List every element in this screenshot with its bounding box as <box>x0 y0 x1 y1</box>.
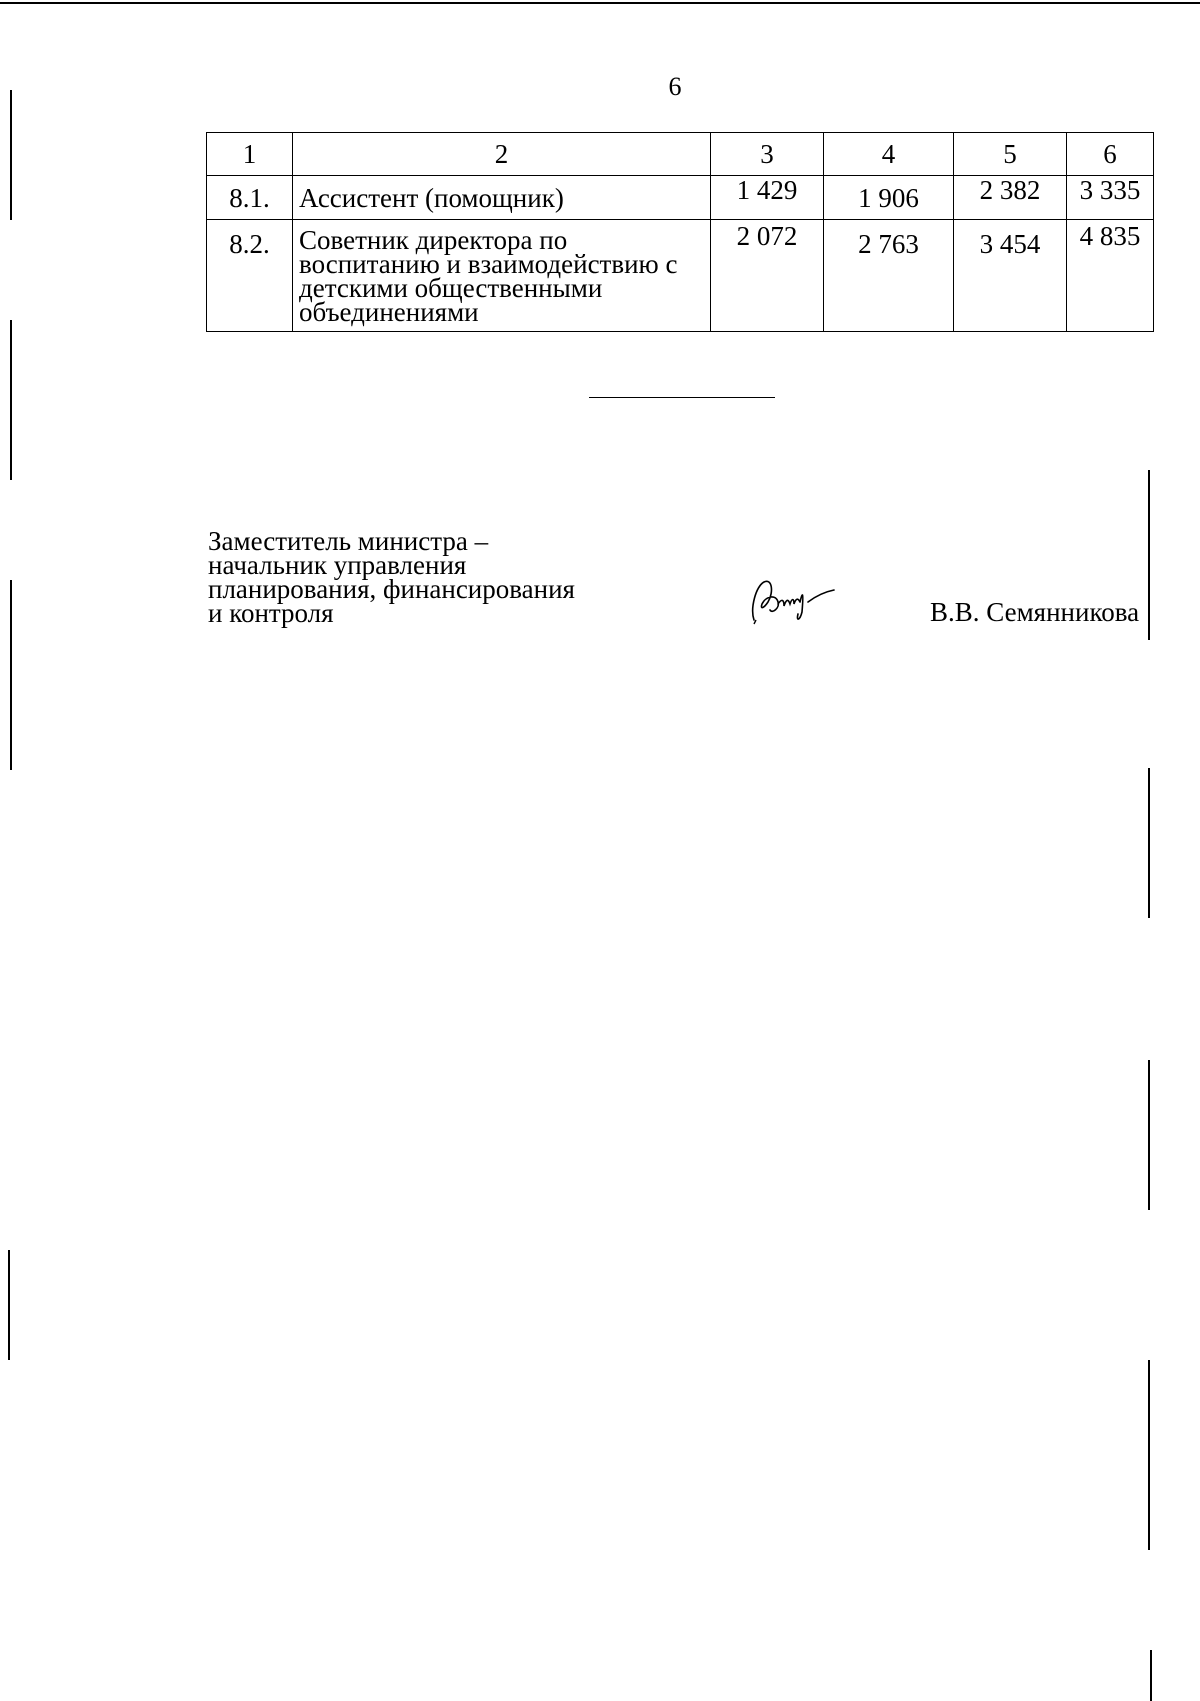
signer-position <box>208 526 628 628</box>
table-header-row <box>207 133 1154 176</box>
header-cell: 5 <box>954 133 1067 176</box>
header-cell: 3 <box>711 133 824 176</box>
scan-edge-line <box>1148 470 1150 640</box>
row-title <box>293 220 711 332</box>
header-cell: 1 <box>207 133 293 176</box>
row-value: 1 429 <box>711 176 824 220</box>
row-value: 2 072 <box>711 220 824 332</box>
handwritten-signature <box>742 568 842 628</box>
row-title-line: воспитанию и взаимодействию с <box>299 249 678 279</box>
row-title-line: Советник директора по <box>299 225 568 255</box>
section-divider <box>589 397 775 398</box>
scan-edge-line <box>10 580 12 770</box>
scan-edge-line <box>10 90 12 220</box>
row-value: 1 906 <box>824 176 954 220</box>
header-cell: 2 <box>293 133 711 176</box>
table-row <box>207 176 1154 220</box>
salary-table <box>206 132 1154 332</box>
row-number: 8.2. <box>207 220 293 332</box>
row-title: Ассистент (помощник) <box>293 176 711 220</box>
row-value: 3 454 <box>954 220 1067 332</box>
row-value: 3 335 <box>1067 176 1154 220</box>
row-title-line: объединениями <box>299 297 479 327</box>
signer-position-line: планирования, финансирования <box>208 574 575 604</box>
row-value: 2 382 <box>954 176 1067 220</box>
row-value: 4 835 <box>1067 220 1154 332</box>
table-row <box>207 220 1154 332</box>
row-number: 8.1. <box>207 176 293 220</box>
scan-edge-line <box>1148 1360 1150 1550</box>
scan-edge-line <box>1150 1650 1152 1701</box>
scan-edge-line <box>10 320 12 480</box>
scan-edge-line <box>8 1250 10 1360</box>
signer-position-line: Заместитель министра – <box>208 526 489 556</box>
header-cell: 6 <box>1067 133 1154 176</box>
scan-edge-line <box>1148 1060 1150 1210</box>
scan-edge-line <box>0 2 1200 4</box>
signer-position-line: начальник управления <box>208 550 467 580</box>
row-title-line: детскими общественными <box>299 273 603 303</box>
scan-edge-line <box>1148 768 1150 918</box>
page-number: 6 <box>668 72 682 101</box>
header-cell: 4 <box>824 133 954 176</box>
signer-name: В.В. Семянникова <box>930 597 1140 627</box>
row-value: 2 763 <box>824 220 954 332</box>
signer-position-line: и контроля <box>208 598 334 628</box>
